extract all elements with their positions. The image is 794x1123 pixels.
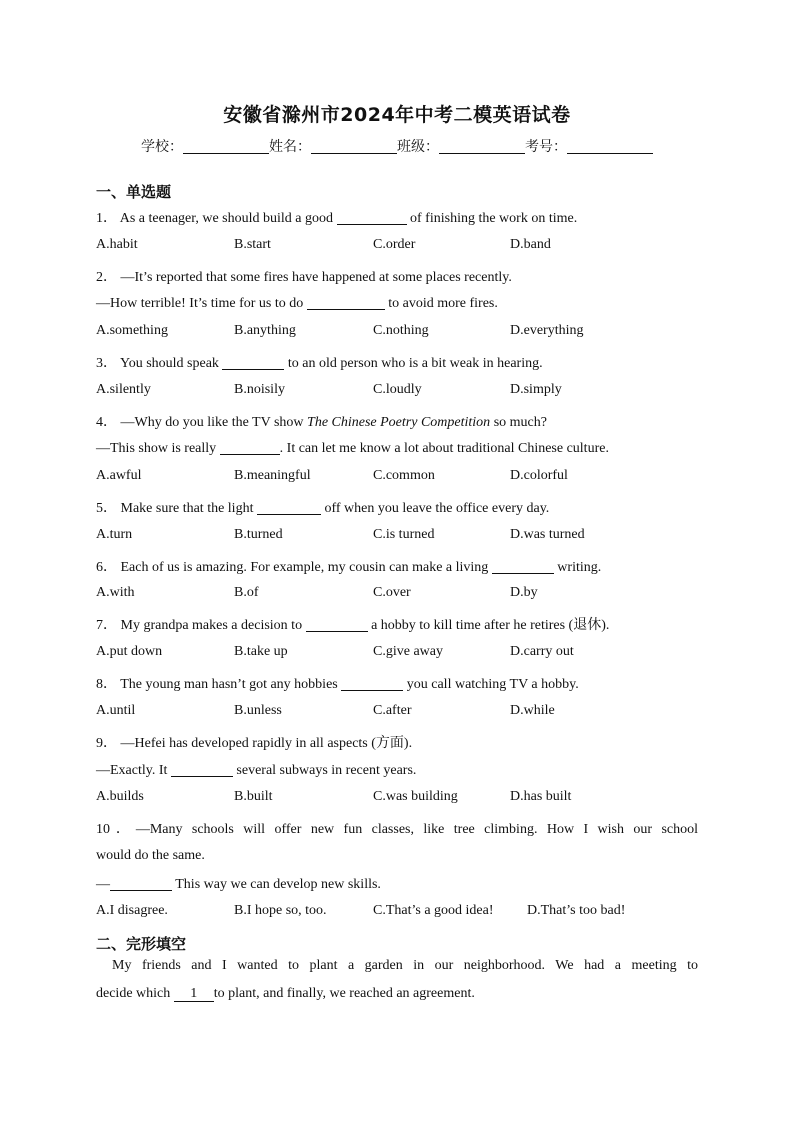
question-2-stem: [96, 266, 698, 286]
cloze-paragraph-line2: [96, 986, 698, 1002]
answer-blank: [492, 559, 554, 574]
option-a[interactable]: A.with: [96, 585, 135, 600]
question-number: 1．: [96, 211, 117, 226]
option-a[interactable]: A.habit: [96, 237, 138, 252]
option-a[interactable]: A.turn: [96, 527, 133, 542]
option-b[interactable]: B.noisily: [234, 382, 285, 397]
question-text: The young man hasn’t got any hobbies: [120, 677, 338, 692]
class-label: 班级：: [397, 139, 439, 155]
question-number: 6．: [96, 560, 117, 575]
question-10-stem: [96, 818, 698, 838]
question-number: 9．: [96, 736, 117, 751]
question-3-stem: [96, 352, 698, 372]
option-c[interactable]: C.common: [373, 468, 435, 483]
question-text: several subways in recent years.: [236, 763, 417, 778]
option-d[interactable]: D.band: [510, 237, 551, 252]
question-text: Each of us is amazing. For example, my cousin can make a living: [120, 560, 489, 575]
question-4-line2: [96, 440, 698, 457]
option-c[interactable]: C.after: [373, 703, 412, 718]
question-text: writing.: [557, 560, 602, 575]
question-text: —Hefei has developed rapidly in all aspects (: [120, 736, 376, 751]
answer-blank: [222, 355, 284, 370]
option-a[interactable]: A.silently: [96, 382, 151, 397]
option-b[interactable]: B.start: [234, 237, 271, 252]
option-c[interactable]: C.give away: [373, 644, 443, 659]
question-text: . It can let me know a lot about traditional Chinese culture.: [279, 441, 609, 456]
option-c[interactable]: C.over: [373, 585, 411, 600]
question-10-line2: would do the same.: [96, 848, 205, 863]
question-10-line3: [96, 876, 698, 893]
answer-blank: [307, 295, 385, 310]
question-text: you call watching TV a hobby.: [406, 677, 579, 692]
answer-blank: [337, 210, 407, 225]
question-number: 7．: [96, 618, 117, 633]
answer-blank: [341, 676, 403, 691]
option-b[interactable]: B.unless: [234, 703, 282, 718]
page-title: 安徽省滁州市2024年中考二模英语试卷: [223, 104, 571, 126]
option-c[interactable]: C.That’s a good idea!: [373, 903, 494, 918]
option-c[interactable]: C.was building: [373, 789, 458, 804]
question-9-stem: [96, 732, 698, 752]
question-text: decide which: [96, 986, 171, 1001]
question-text: —This show is really: [96, 441, 217, 456]
option-d[interactable]: D.colorful: [510, 468, 568, 483]
option-d[interactable]: D.carry out: [510, 644, 574, 659]
exam-no-label: 考号：: [525, 139, 567, 155]
option-a[interactable]: A.put down: [96, 644, 163, 659]
question-2-line2: [96, 295, 698, 312]
question-text: —Why do you like the TV show: [120, 415, 304, 430]
option-b[interactable]: B.take up: [234, 644, 288, 659]
option-d[interactable]: D.by: [510, 585, 538, 600]
option-c[interactable]: C.nothing: [373, 323, 429, 338]
question-6-stem: [96, 556, 698, 576]
question-text: You should speak: [119, 356, 219, 371]
question-number: 3．: [96, 356, 117, 371]
option-d[interactable]: D.That’s too bad!: [527, 903, 626, 918]
student-info-line: [0, 136, 794, 156]
section-title-cloze: 二、完形填空: [96, 935, 187, 953]
question-text: As a teenager, we should build a good: [119, 211, 334, 226]
question-text: My grandpa makes a decision to: [120, 618, 303, 633]
question-text: to avoid more fires.: [388, 296, 498, 311]
school-label: 学校：: [141, 139, 183, 155]
question-text: so much?: [493, 415, 547, 430]
question-number: 8．: [96, 677, 117, 692]
question-8-stem: [96, 673, 698, 693]
cloze-paragraph-line1: My friends and I wanted to plant a garden in our neighborhood. We had a meeting to: [112, 958, 698, 973]
question-number: 5．: [96, 501, 117, 516]
answer-blank: [171, 762, 233, 777]
question-text: Make sure that the light: [120, 501, 254, 516]
chinese-gloss: 退休: [573, 617, 602, 633]
question-text: —How terrible! It’s time for us to do: [96, 296, 304, 311]
option-c[interactable]: C.is turned: [373, 527, 435, 542]
answer-blank: [110, 876, 172, 891]
option-d[interactable]: D.was turned: [510, 527, 585, 542]
option-b[interactable]: B.of: [234, 585, 259, 600]
name-label: 姓名：: [269, 139, 311, 155]
name-field[interactable]: [311, 139, 397, 154]
option-c[interactable]: C.loudly: [373, 382, 422, 397]
option-b[interactable]: B.anything: [234, 323, 296, 338]
option-d[interactable]: D.simply: [510, 382, 562, 397]
chinese-gloss: 方面: [375, 735, 404, 751]
question-text: —Many schools will offer new fun classes, like tree climbing. How I wish our school: [135, 822, 698, 837]
question-text: —Exactly. It: [96, 763, 168, 778]
question-number: 2．: [96, 270, 117, 285]
option-b[interactable]: B.I hope so, too.: [234, 903, 327, 918]
class-field[interactable]: [439, 139, 525, 154]
question-text: ).: [601, 618, 610, 633]
cloze-blank-1: 1: [174, 986, 214, 1002]
school-field[interactable]: [183, 139, 269, 154]
option-b[interactable]: B.meaningful: [234, 468, 311, 483]
question-number: 10．: [96, 822, 136, 837]
question-text: ).: [403, 736, 413, 751]
section-title-single-choice: 一、单选题: [96, 183, 172, 201]
question-number: 4．: [96, 415, 117, 430]
answer-blank: [306, 617, 368, 632]
question-5-stem: [96, 497, 698, 517]
option-a[interactable]: A.awful: [96, 468, 142, 483]
question-text: This way we can develop new skills.: [175, 877, 381, 892]
question-4-stem: [96, 411, 698, 431]
question-text: a hobby to kill time after he retires (: [371, 618, 574, 633]
question-9-line2: [96, 762, 698, 779]
answer-blank: [257, 500, 321, 515]
option-d[interactable]: D.while: [510, 703, 555, 718]
question-text: to an old person who is a bit weak in hearing.: [287, 356, 543, 371]
question-text: to plant, and finally, we reached an agreement.: [213, 986, 475, 1001]
question-text: —: [96, 877, 110, 892]
option-a[interactable]: A.I disagree.: [96, 903, 168, 918]
question-7-stem: [96, 614, 698, 634]
option-a[interactable]: A.something: [96, 323, 168, 338]
option-c[interactable]: C.order: [373, 237, 416, 252]
question-text: off when you leave the office every day.: [324, 501, 550, 516]
question-text: of finishing the work on time.: [410, 211, 578, 226]
show-title: The Chinese Poetry Competition: [307, 415, 491, 430]
option-a[interactable]: A.until: [96, 703, 136, 718]
option-b[interactable]: B.built: [234, 789, 273, 804]
question-text: —It’s reported that some fires have happened at some places recently.: [120, 270, 512, 285]
option-a[interactable]: A.builds: [96, 789, 144, 804]
answer-blank: [220, 440, 280, 455]
exam-no-field[interactable]: [567, 139, 653, 154]
question-1-stem: [96, 207, 698, 227]
option-b[interactable]: B.turned: [234, 527, 283, 542]
option-d[interactable]: D.everything: [510, 323, 584, 338]
option-d[interactable]: D.has built: [510, 789, 572, 804]
